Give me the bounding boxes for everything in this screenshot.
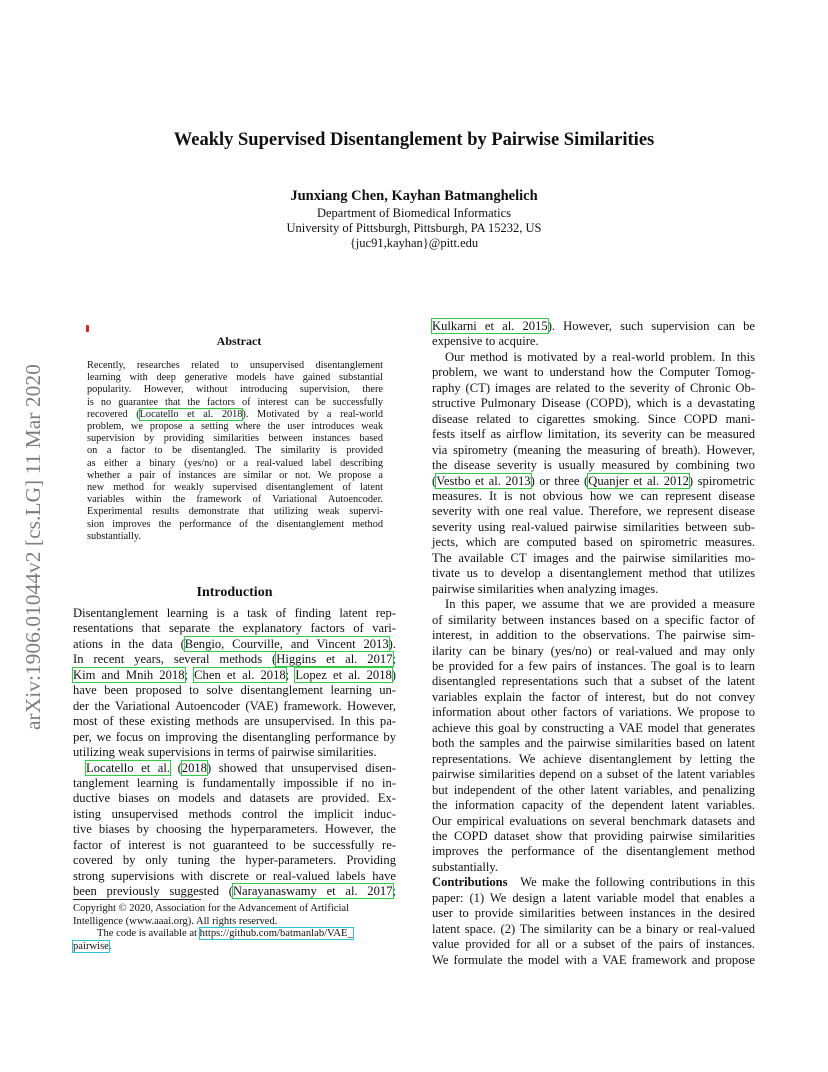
text-line: have been proposed to solve disentanglement learning un- <box>73 683 396 698</box>
text-line: disease related to cigarettes smoking. Since COPD mani- <box>432 411 755 426</box>
text-line: severity using real-valued pairwise similarities between sub- <box>432 519 755 534</box>
introduction-left-column <box>73 606 396 900</box>
text-line: Disentanglement learning is a task of finding latent rep- <box>73 606 396 620</box>
text-line: structive Pulmonary Disease (COPD), which is a devastating <box>432 396 755 411</box>
text-line: per, we focus on improving the disentangling performance by <box>73 729 396 744</box>
text-line: the information capacity of the dependent latent variables. <box>432 798 755 813</box>
text-line: expensive to acquire. <box>432 334 539 349</box>
text-line: the disease severity is usually measured by combining two <box>432 458 755 473</box>
text-line: of similarity between instances based on a specific factor of <box>432 612 755 627</box>
introduction-right-column <box>432 319 755 968</box>
text-line: substantially. <box>87 530 141 542</box>
footnote <box>73 903 396 953</box>
text-line: the COPD dataset show that providing pairwise similarities <box>432 828 755 843</box>
abstract-body <box>87 360 383 543</box>
text-line: (Vestbo et al. 2013) or three (Quanjer et al. 2012) spirometric <box>432 473 755 488</box>
text-line: whether a pair of instances are similar or not. We propose a <box>87 469 383 481</box>
code-url-link[interactable]: https://github.com/batmanlab/VAE_ <box>199 928 353 940</box>
text-line: information about other factors of variations. We propose to <box>432 705 755 720</box>
abstract-heading: Abstract <box>216 334 262 348</box>
text-line: as either a binary (yes/no) or a real-valued label describing <box>87 457 383 469</box>
paper-authors: Junxiang Chen, Kayhan Batmanghelich <box>290 188 538 204</box>
introduction-heading: Introduction <box>196 585 273 600</box>
footnote-rule <box>73 899 201 900</box>
text-line: improves the performance of the disentanglement method <box>432 844 755 859</box>
text-line: Recently, researches related to unsupervised disentanglement <box>87 360 383 371</box>
text-line: Locatello et al. (2018) showed that unsupervised disen- <box>86 760 397 775</box>
text-line: resentations that separate the explanatory factors of vari- <box>73 621 396 636</box>
text-line: on a factor to be disentangled. The similarity is provided <box>87 445 383 457</box>
arxiv-sidebar-stamp: arXiv:1906.01044v2 [cs.LG] 11 Mar 2020 <box>21 364 45 730</box>
text-line: variables explain the factor of interest, but do not convey <box>432 689 755 704</box>
citation-link[interactable]: Locatello et al. 2018 <box>139 408 243 420</box>
text-line: utilizing weak supervisions in terms of pairwise similarities. <box>73 745 377 760</box>
text-line: recovered (Locatello et al. 2018). Motivated by a real-world <box>87 408 383 420</box>
citation-link[interactable]: Narayanaswamy et al. 2017 <box>232 884 393 899</box>
affiliation-university: University of Pittsburgh, Pittsburgh, PA 15232, US <box>286 221 542 235</box>
text-line: latent space. (2) The similarity can be a binary or real-valued <box>432 921 755 936</box>
text-line: but independent of the other latent variables, and penalizing <box>432 782 755 797</box>
text-line: variables within the framework of Variational Autoencoder. <box>87 494 383 506</box>
footnote-line: Intelligence (www.aaai.org). All rights reserved. <box>73 915 278 927</box>
text-line: In this paper, we assume that we are provided a measure <box>445 597 755 612</box>
text-line: isting unsupervised methods control the implicit induc- <box>73 806 396 821</box>
text-line: ations in the data (Bengio, Courville, and Vincent 2013). <box>73 636 396 651</box>
text-line: ductive biases on models and datasets are provided. Ex- <box>73 791 396 806</box>
footnote-line: The code is available at https://github.com/batmanlab/VAE_ <box>97 928 353 940</box>
text-line: achieve this goal by constructing a VAE model that generates <box>432 720 755 735</box>
text-line: The available CT images and the pairwise similarities mo- <box>432 550 755 565</box>
text-line: pairwise similarities when analyzing images. <box>432 581 659 596</box>
citation-link[interactable]: Quanjer et al. 2012 <box>588 473 689 488</box>
text-line: strong supervisions with discrete or real-valued labels have <box>73 868 396 883</box>
text-line: learning with deep generative models have gained substantial <box>87 372 383 384</box>
contributions-text: We make the following contributions in this <box>520 875 755 890</box>
text-line: popularity. However, without introducing supervision, there <box>87 384 383 396</box>
text-line: jects, which are computed based on spirometric measures. <box>432 535 755 550</box>
text-line: der the Variational Autoencoder (VAE) framework. However, <box>73 698 396 713</box>
citation-link[interactable]: Locatello et al. <box>86 760 171 775</box>
text-line: tive biases by choosing the hyperparameters. However, the <box>73 822 396 837</box>
text-line: substantially. <box>432 859 498 874</box>
text-line: user to provide similarities between instances in the desired <box>432 906 755 921</box>
citation-link[interactable]: Vestbo et al. 2013 <box>436 473 531 488</box>
text-line: Kim and Mnih 2018; Chen et al. 2018; Lopez et al. 2018) <box>73 667 396 682</box>
text-line: tanglement learning is fundamentally impossible if no in- <box>73 775 396 790</box>
text-line: both the samples and the pairwise similarities based on latent <box>432 736 755 751</box>
citation-link[interactable]: 2018 <box>181 760 207 775</box>
footnote-line: pairwise. <box>73 940 112 952</box>
contributions-heading: Contributions <box>432 875 508 890</box>
text-line: Kulkarni et al. 2015). However, such supervision can be <box>432 319 755 333</box>
citation-link[interactable]: Higgins et al. 2017 <box>276 652 393 667</box>
citation-link[interactable]: Kulkarni et al. 2015 <box>432 319 548 333</box>
text-line: In recent years, several methods (Higgins et al. 2017; <box>73 652 396 667</box>
text-line: We formulate the model with a VAE framework and propose <box>432 952 755 967</box>
citation-link[interactable]: Chen et al. 2018 <box>194 667 286 682</box>
text-line: Our method is motivated by a real-world problem. In this <box>445 349 755 364</box>
affiliation-block <box>0 206 828 251</box>
text-line: severity with one real value. Therefore, we represent disease <box>432 504 755 519</box>
text-line: been previously suggested (Narayanaswamy et al. 2017; <box>73 884 396 899</box>
text-line: factor of interest is not guaranteed to be successfully re- <box>73 837 396 852</box>
citation-link[interactable]: Lopez et al. 2018 <box>295 667 392 682</box>
text-line: Our empirical evaluations on several benchmark datasets and <box>432 813 755 828</box>
text-line: measures. It is not obvious how we can represent disease <box>432 488 755 503</box>
text-line: interest, in addition to the observations. The pairwise sim- <box>432 628 755 643</box>
text-line: covered by only tuning the hyper-parameters. Providing <box>73 853 396 868</box>
text-line: representations. We achieve disentanglement by letting the <box>432 751 755 766</box>
footnote-line: Copyright © 2020, Association for the Advancement of Artificial <box>73 903 350 914</box>
text-line: is no guarantee that the factors of interest can be successfully <box>87 396 383 408</box>
text-line: Experimental results demonstrate that utilizing weak supervi- <box>87 506 383 518</box>
text-line: paper: (1) We design a latent variable model that enables a <box>432 890 755 905</box>
text-line: problem, we want to understand how the Computer Tomog- <box>432 365 755 380</box>
text-line: new method for weakly supervised disentanglement of latent <box>87 482 383 494</box>
text-line: be provided for a few pairs of instances. The goal is to learn <box>432 658 755 673</box>
text-line: via spirometry (meaning the measuring of breath). However, <box>432 442 755 457</box>
citation-link[interactable]: Kim and Mnih 2018 <box>73 667 185 682</box>
text-line: disentangled representations such that a subset of the latent <box>432 674 755 689</box>
text-line: tivate us to develop a disentanglement method that utilizes <box>432 566 755 581</box>
text-line: fests itself as airflow limitation, its severity can be measured <box>432 427 755 442</box>
text-line: pairwise similarities depend on a subset of the latent variables <box>432 767 755 782</box>
code-url-link-continued[interactable]: pairwise <box>73 940 109 952</box>
text-line: value provided for all or a subset of the pairs of instances. <box>432 937 755 952</box>
text-line: raphy (CT) images are related to the severity of Chronic Ob- <box>432 380 755 395</box>
text-line: most of these existing methods are unsupervised. In this pa- <box>73 714 396 729</box>
red-annotation-mark <box>86 325 89 332</box>
citation-link[interactable]: Bengio, Courville, and Vincent 2013 <box>184 636 389 651</box>
text-line: sion improves the performance of the disentanglement method <box>87 518 383 530</box>
affiliation-email: {juc91,kayhan}@pitt.edu <box>349 236 479 250</box>
paper-title: Weakly Supervised Disentanglement by Pairwise Similarities <box>173 130 655 150</box>
text-line: problem, we propose a setting where the user introduces weak <box>87 421 383 433</box>
affiliation-department: Department of Biomedical Informatics <box>316 206 512 220</box>
text-line: ilarity can be binary (yes/no) or real-valued and may only <box>432 643 755 658</box>
text-line: supervision by providing similarities between instances based <box>87 433 383 445</box>
contributions-line <box>432 875 755 890</box>
